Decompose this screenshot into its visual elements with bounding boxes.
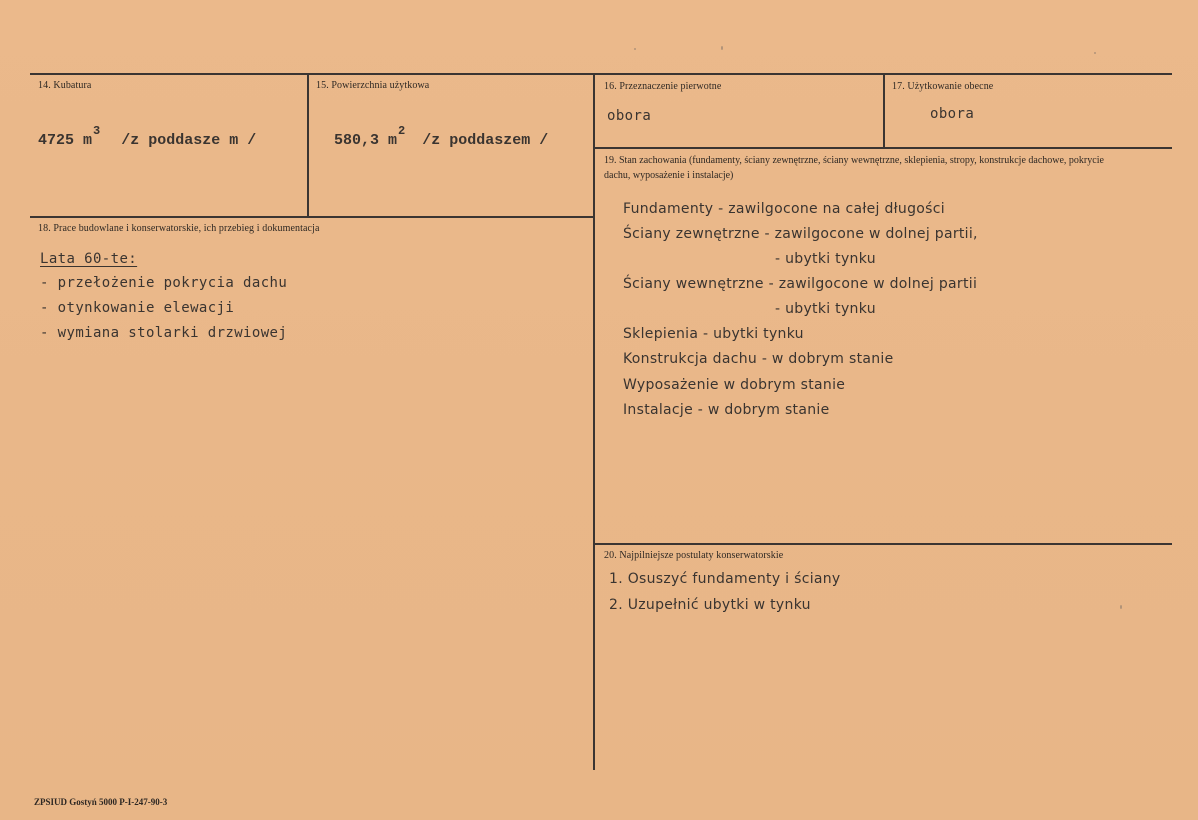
kubatura-number: 4725 m — [38, 132, 93, 149]
field-17-label: 17. Użytkowanie obecne — [892, 81, 994, 92]
stan-line: Fundamenty - zawilgocone na całej długości — [623, 201, 945, 217]
stan-line: Ściany zewnętrzne - zawilgocone w dolnej partii, — [623, 226, 978, 242]
prace-item: - wymiana stolarki drzwiowej — [40, 325, 288, 341]
center-divider — [593, 73, 595, 770]
field-17-value: obora — [930, 106, 975, 122]
prace-item: - otynkowanie elewacji — [40, 300, 235, 316]
field-20-label: 20. Najpilniejsze postulaty konserwatorskie — [604, 550, 784, 561]
divider-14-15 — [307, 73, 309, 218]
kubatura-note: /z poddasze m / — [121, 132, 257, 149]
paper-speck — [1094, 52, 1096, 54]
stan-line: Instalacje - w dobrym stanie — [623, 402, 830, 418]
paper-speck — [1120, 605, 1122, 609]
paper-speck — [721, 46, 723, 50]
field-16-label: 16. Przeznaczenie pierwotne — [604, 81, 722, 92]
paper-speck — [634, 48, 636, 50]
powierzchnia-number: 580,3 m — [334, 132, 398, 149]
postulat-item: 1. Osuszyć fundamenty i ściany — [609, 571, 841, 587]
field-19-label: 19. Stan zachowania (fundamenty, ściany zewnętrzne, ściany wewnętrzne, sklepienia, stropy, konstrukcje dachowe, pokrycie dachu, wyposażenie i instalacje) — [604, 155, 1104, 181]
prace-item: - przełożenie pokrycia dachu — [40, 275, 288, 291]
stan-line: Sklepienia - ubytki tynku — [623, 326, 804, 342]
divider-16-17 — [883, 73, 885, 149]
rule-below-14-15 — [30, 216, 595, 218]
print-code: ZPSIUD Gostyń 5000 P-I-247-90-3 — [34, 797, 168, 807]
field-15-label: 15. Powierzchnia użytkowa — [316, 80, 430, 91]
stan-line: - ubytki tynku — [775, 251, 876, 267]
field-14-label: 14. Kubatura — [38, 80, 92, 91]
powierzchnia-note: /z poddaszem / — [422, 132, 549, 149]
rule-above-20 — [593, 543, 1172, 545]
stan-line: Konstrukcja dachu - w dobrym stanie — [623, 351, 894, 367]
stan-line: - ubytki tynku — [775, 301, 876, 317]
prace-heading: Lata 60-te: — [40, 251, 138, 267]
field-16-value: obora — [607, 108, 652, 124]
field-14-value — [38, 124, 257, 149]
stan-line: Wyposażenie w dobrym stanie — [623, 377, 846, 393]
postulat-item: 2. Uzupełnić ubytki w tynku — [609, 597, 811, 613]
powierzchnia-exponent: 2 — [398, 124, 406, 138]
kubatura-exponent: 3 — [93, 124, 101, 138]
top-rule — [30, 73, 1172, 75]
rule-below-16-17 — [593, 147, 1172, 149]
field-15-value — [334, 124, 549, 149]
field-18-label: 18. Prace budowlane i konserwatorskie, ich przebieg i dokumentacja — [38, 223, 320, 234]
stan-line: Ściany wewnętrzne - zawilgocone w dolnej partii — [623, 276, 978, 292]
